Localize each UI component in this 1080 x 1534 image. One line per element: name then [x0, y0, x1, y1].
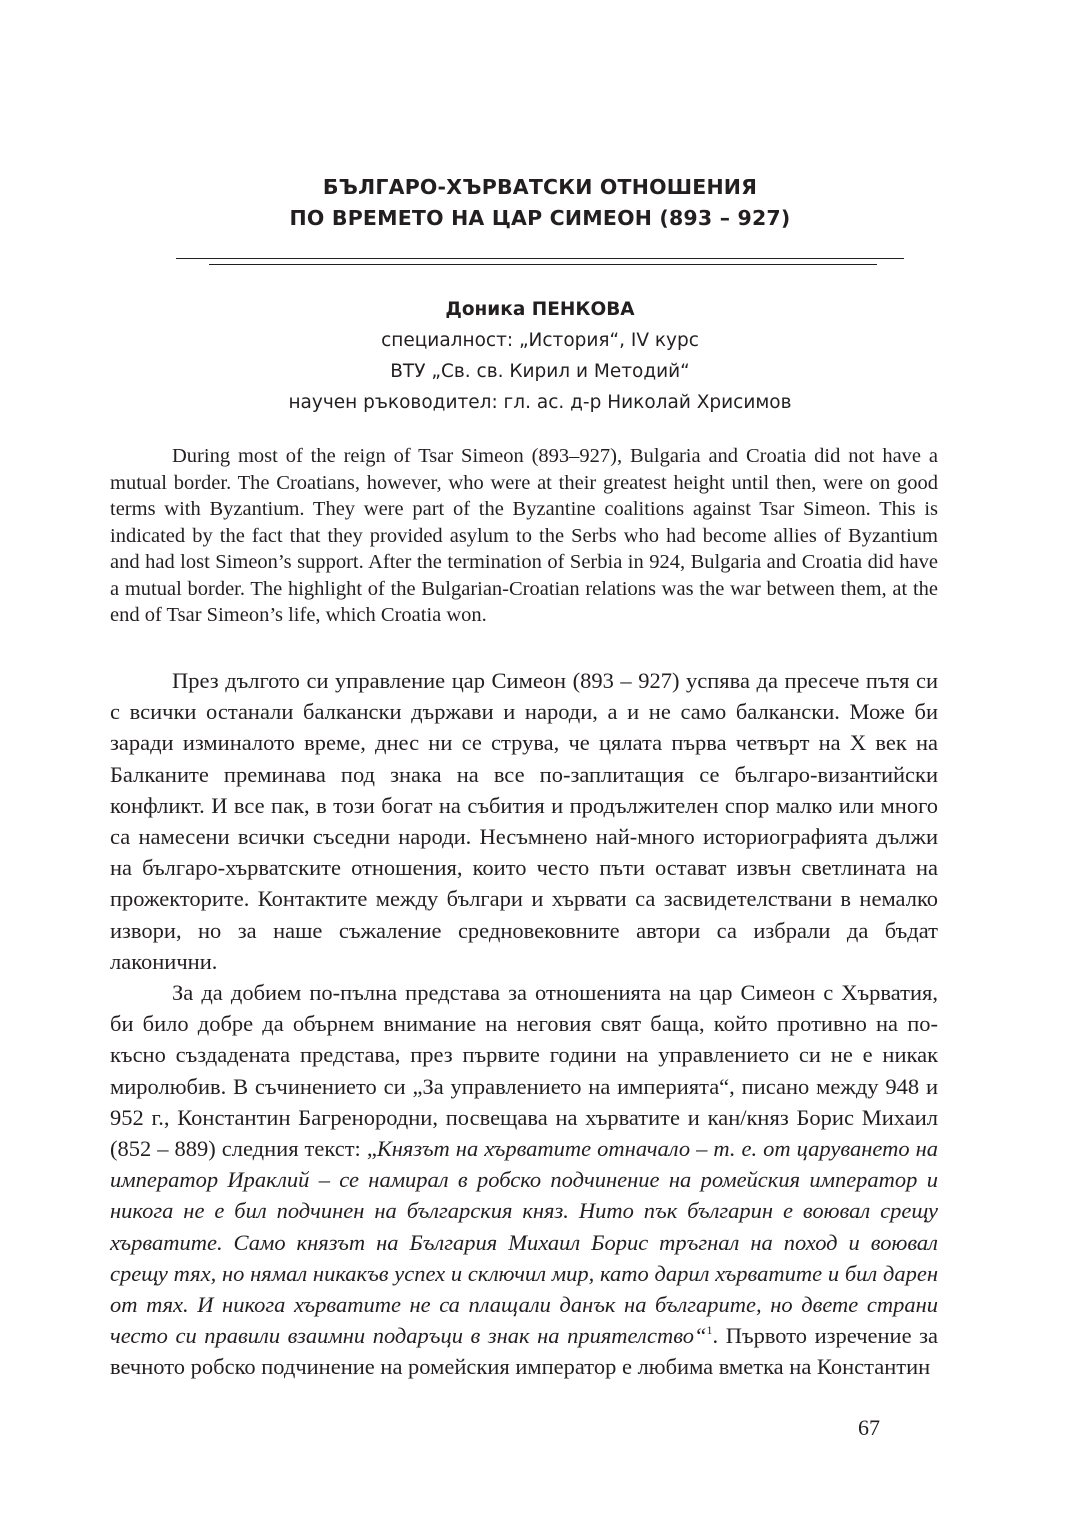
author-block — [110, 294, 970, 418]
title-divider-top — [176, 258, 904, 259]
abstract-text: During most of the reign of Tsar Simeon (893–927), Bulgaria and Croatia did not have a mutual border. The Croatians, however, who were at their greatest height until then, were on good terms with Byzantium. They were part of the Byzantine coalitions against Tsar Simeon. This is indicated by the fact that they provided asylum to the Serbs who had become allies of Byzantium and had lost Simeon’s support. After the termination of Serbia in 924, Bulgaria and Croatia did have a mutual border. The highlight of the Bulgarian-Croatian relations was the war between them, at the end of Tsar Simeon’s life, which Croatia won. — [110, 445, 938, 626]
author-university: ВТУ „Св. св. Кирил и Методий“ — [390, 361, 690, 382]
title-divider-bottom — [209, 264, 877, 265]
body-paragraph-2 — [110, 977, 938, 1383]
title-line-1: БЪЛГАРО-ХЪРВАТСКИ ОТНОШЕНИЯ — [322, 175, 758, 199]
footnote-marker[interactable]: 1 — [706, 1323, 713, 1338]
body-paragraph-1: През дългото си управление цар Симеон (893 – 927) успява да пресече пътя си с всички останали балкански държави и народи, а и не само балкански. Може би заради изминалото време, днес ни се струва, че цялата първа четвърт на X век на Балканите преминава под знака на все по-заплитащия се българо-византийски конфликт. И все пак, в този богат на събития и продължителен спор малко или много са намесени всички съседни народи. Несъмнено най-много историографията дължи на българо-хърватските отношения, които често пъти остават извън светлината на прожекторите. Контактите между българи и хървати са засвидетелствани в немалко извори, но за наше съжаление средновековните автори са избрали да бъдат лаконични. — [110, 668, 938, 974]
title-line-2: ПО ВРЕМЕТО НА ЦАР СИМЕОН (893 – 927) — [289, 206, 791, 230]
author-name: Доника ПЕНКОВА — [445, 299, 635, 320]
article-body — [110, 665, 938, 1383]
author-specialty: специалност: „История“, IV курс — [381, 330, 699, 351]
paragraph-2-intro: За да добием по-пълна представа за отношенията на цар Симеон с Хърватия, би било добре да обърнем внимание на неговия свят баща, който противно на по-късно създадената представа, през първите години на управлението си не е никак миролюбив. В съчинението си „За управлението на империята“, писано между 948 и 952 г., Константин Багренородни, посвещава на хърватите и кан/княз Борис Михаил (852 – 889) следния текст: „ — [110, 980, 938, 1162]
article-title — [110, 172, 970, 234]
page-number: 67 — [858, 1415, 880, 1440]
quotation-close-mark: “ — [694, 1323, 707, 1349]
author-supervisor: научен ръководител: гл. ас. д-р Николай Хрисимов — [288, 392, 792, 413]
abstract — [110, 443, 938, 629]
paragraph-2-tail: . Първото изречение за вечното робско подчинение на ромейския император е любима вметка на Константин — [110, 1323, 938, 1380]
quotation: Князът на хърватите отначало – т. е. от царуването на император Ираклий – се намирал в робско подчинение на ромейския император и никога не е бил подчинен на българския княз. Нито пък българин е воювал срещу хърватите. Само князът на България Михаил Борис тръгнал на поход и воювал срещу тях, но нямал никакъв успех и сключил мир, като дарил хърватите и бил дарен от тях. И никога хърватите не са плащали данък на българите, но двете страни често си правили взаимни подаръци в знак на приятелство — [110, 1136, 938, 1349]
